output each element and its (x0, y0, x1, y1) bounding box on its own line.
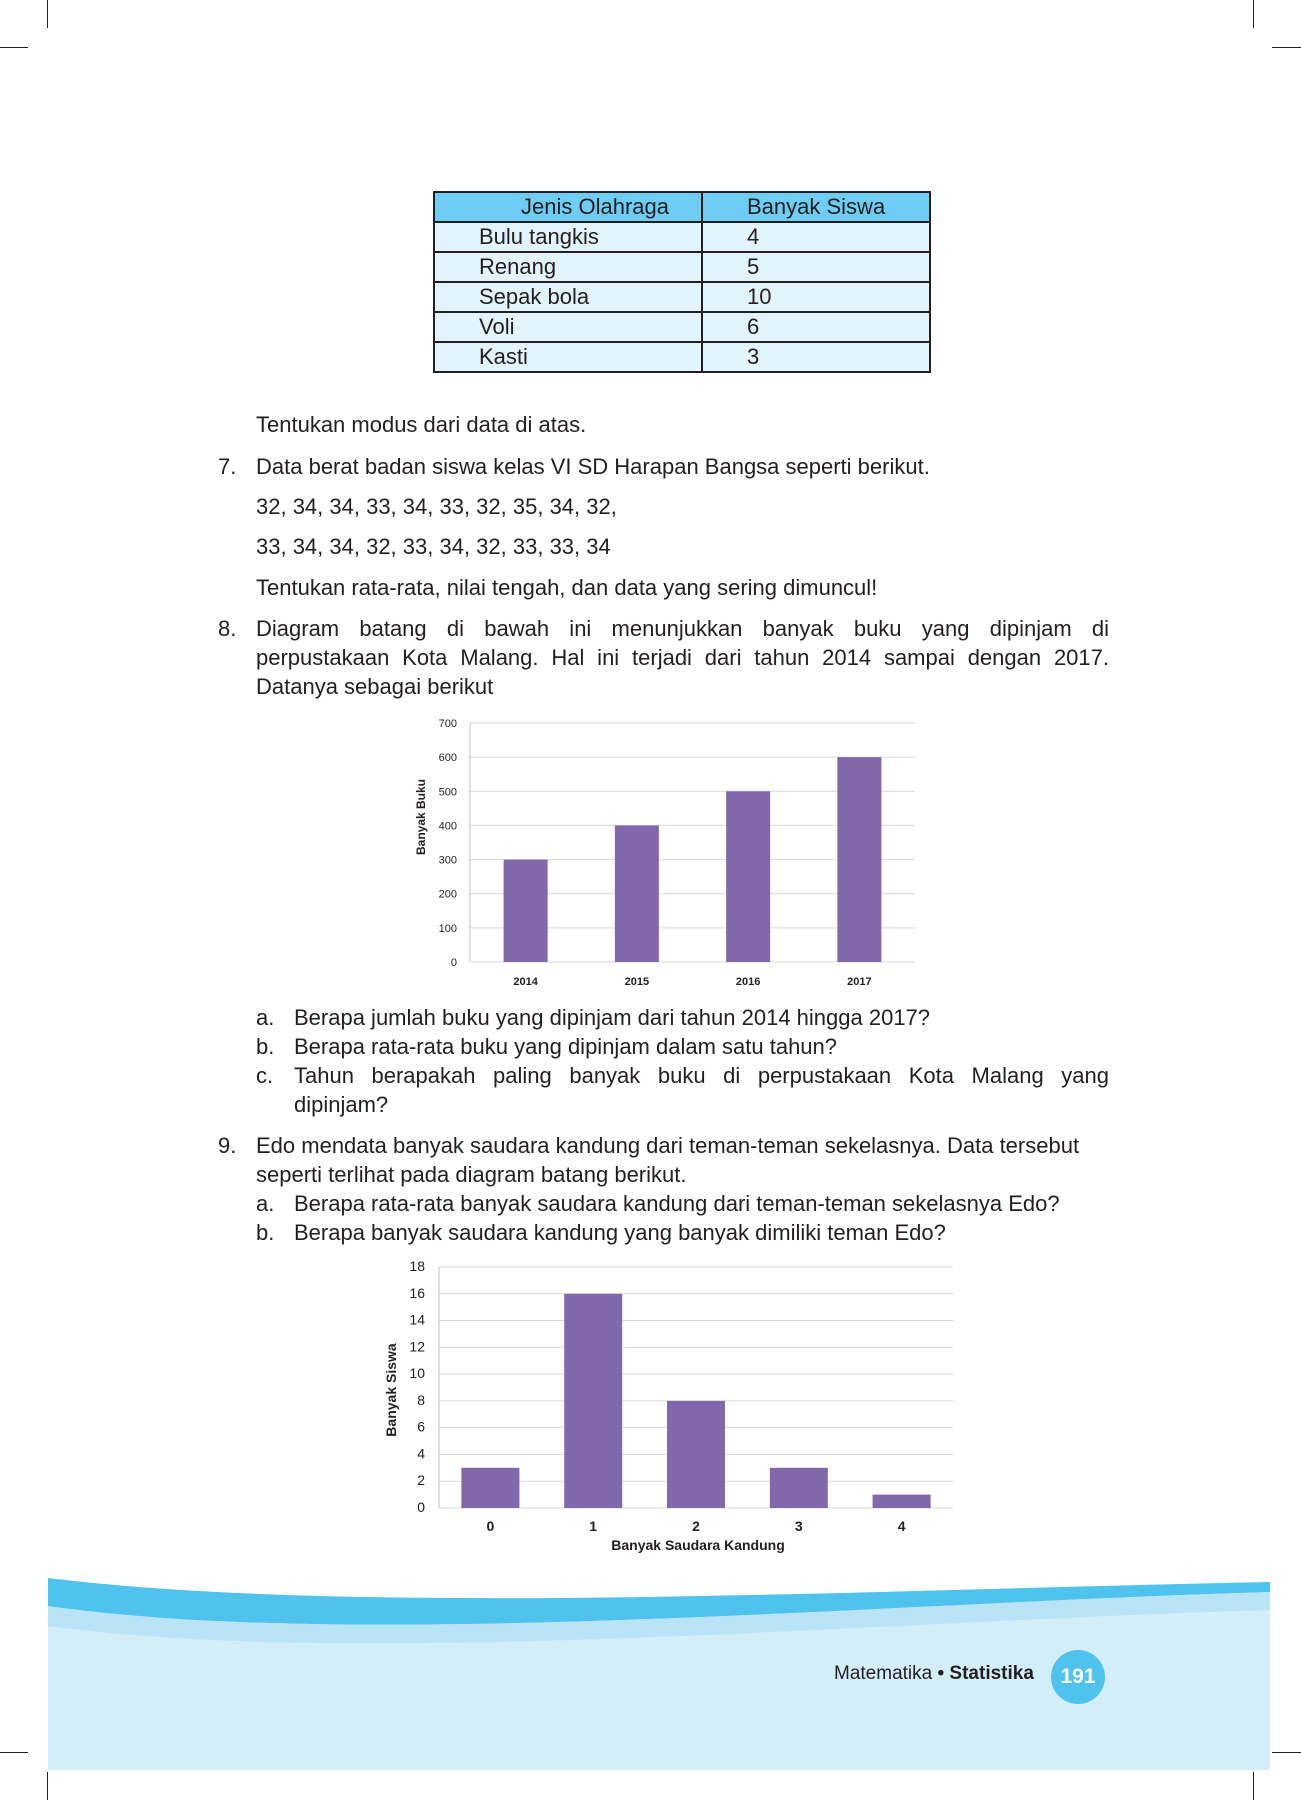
table-cell: 6 (702, 312, 930, 342)
y-tick-label: 100 (438, 922, 457, 935)
x-tick-label: 2 (692, 1518, 700, 1534)
y-tick-label: 400 (438, 820, 457, 833)
q7-task: Tentukan rata-rata, nilai tengah, dan data yang sering dimuncul! (256, 575, 878, 600)
table-row (434, 282, 930, 312)
bar-2017 (837, 757, 881, 962)
bar-3 (770, 1468, 828, 1508)
footer-separator: • (937, 1663, 945, 1684)
q8-a: Berapa jumlah buku yang dipinjam dari tahun 2014 hingga 2017? (294, 1005, 931, 1030)
x-tick-label: 2017 (847, 976, 872, 988)
page-number-badge: 191 (1051, 1650, 1105, 1704)
q8-number: 8. (218, 616, 237, 641)
table-cell: 10 (702, 282, 930, 312)
y-tick-label: 300 (438, 854, 457, 867)
y-tick-label: 10 (409, 1365, 425, 1382)
q9-b: Berapa banyak saudara kandung yang banyak dimiliki teman Edo? (294, 1220, 946, 1245)
q9-number: 9. (218, 1133, 237, 1158)
table-cell: 5 (702, 252, 930, 282)
table-cell: Sepak bola (434, 282, 702, 312)
table-row (434, 312, 930, 342)
bar-2015 (615, 825, 659, 962)
table-cell: Voli (434, 312, 702, 342)
table-cell: 3 (702, 342, 930, 372)
table-header-cell: Banyak Siswa (702, 192, 930, 222)
y-tick-label: 600 (438, 752, 457, 765)
chart2-ylabel: Banyak Siswa (383, 1343, 399, 1437)
q9-a: Berapa rata-rata banyak saudara kandung dari teman-teman sekelasnya Edo? (294, 1191, 1060, 1216)
y-tick-label: 12 (409, 1338, 425, 1355)
y-tick-label: 700 (438, 718, 457, 730)
y-tick-label: 0 (450, 957, 457, 969)
table-header-cell: Jenis Olahraga (434, 192, 702, 222)
y-tick-label: 200 (438, 888, 457, 901)
footer-label (834, 1663, 1034, 1685)
table-row (434, 252, 930, 282)
q6-task: Tentukan modus dari data di atas. (256, 412, 587, 437)
siblings-chart (370, 1255, 970, 1560)
bar-2 (667, 1401, 725, 1508)
y-tick-label: 8 (417, 1391, 425, 1408)
q9-line1: Edo mendata banyak saudara kandung dari teman-teman sekelasnya. Data tersebut (256, 1133, 1080, 1158)
table-header-row (434, 192, 930, 222)
q7-number: 7. (218, 454, 237, 479)
y-tick-label: 0 (417, 1499, 425, 1515)
y-tick-label: 500 (438, 786, 457, 799)
q8-b: Berapa rata-rata buku yang dipinjam dalam satu tahun? (294, 1034, 838, 1059)
q9-a-label: a. (256, 1191, 275, 1216)
crop-mark (0, 47, 28, 48)
x-tick-label: 3 (794, 1518, 803, 1534)
bar-1 (564, 1294, 622, 1508)
bar-0 (461, 1468, 519, 1508)
table-row (434, 222, 930, 252)
bar-4 (873, 1495, 931, 1508)
q7-line1: Data berat badan siswa kelas VI SD Harapan Bangsa seperti berikut. (256, 454, 930, 479)
chart2-xlabel: Banyak Saudara Kandung (611, 1537, 785, 1553)
footer-subject: Matematika (834, 1663, 933, 1684)
q8-c-label: c. (256, 1063, 274, 1088)
x-tick-label: 2015 (624, 976, 650, 988)
table-cell: 4 (702, 222, 930, 252)
x-tick-label: 4 (897, 1518, 906, 1534)
q8-line1: Diagram batang di bawah ini menunjukkan banyak buku yang dipinjam di (256, 616, 1109, 641)
crop-mark (1272, 47, 1301, 48)
y-tick-label: 4 (417, 1445, 425, 1462)
x-tick-label: 2014 (513, 976, 538, 988)
bar-2014 (504, 860, 548, 962)
q8-c1: Tahun berapakah paling banyak buku di perpustakaan Kota Malang yang (294, 1063, 1109, 1088)
q8-line3: Datanya sebagai berikut (256, 674, 494, 699)
chart1-ylabel: Banyak Buku (414, 778, 428, 856)
q7-data2: 33, 34, 34, 32, 33, 34, 32, 33, 33, 34 (256, 534, 611, 559)
y-tick-label: 18 (409, 1258, 425, 1274)
table-cell: Renang (434, 252, 702, 282)
q8-b-label: b. (256, 1034, 275, 1059)
q7-data1: 32, 34, 34, 33, 34, 33, 32, 35, 34, 32, (256, 494, 617, 519)
y-tick-label: 2 (417, 1472, 425, 1489)
table-cell: Kasti (434, 342, 702, 372)
x-tick-label: 1 (589, 1518, 598, 1534)
x-tick-label: 2016 (735, 976, 761, 988)
x-tick-label: 0 (486, 1518, 495, 1534)
footer-chapter: Statistika (949, 1663, 1034, 1684)
y-tick-label: 16 (409, 1284, 425, 1301)
sports-table (433, 191, 931, 373)
table-row (434, 342, 930, 372)
q9-b-label: b. (256, 1220, 275, 1245)
table-cell: Bulu tangkis (434, 222, 702, 252)
crop-mark (1253, 0, 1254, 28)
q9-line2: seperti terlihat pada diagram batang berikut. (256, 1162, 687, 1187)
y-tick-label: 14 (409, 1311, 425, 1328)
y-tick-label: 6 (417, 1418, 425, 1435)
bar-2016 (726, 791, 770, 962)
crop-mark (47, 0, 48, 28)
footer-wave (0, 1570, 1301, 1800)
q8-a-label: a. (256, 1005, 275, 1030)
q8-c2: dipinjam? (294, 1092, 389, 1117)
books-borrowed-chart (410, 706, 930, 996)
q8-line2: perpustakaan Kota Malang. Hal ini terjadi dari tahun 2014 sampai dengan 2017. (256, 645, 1109, 670)
